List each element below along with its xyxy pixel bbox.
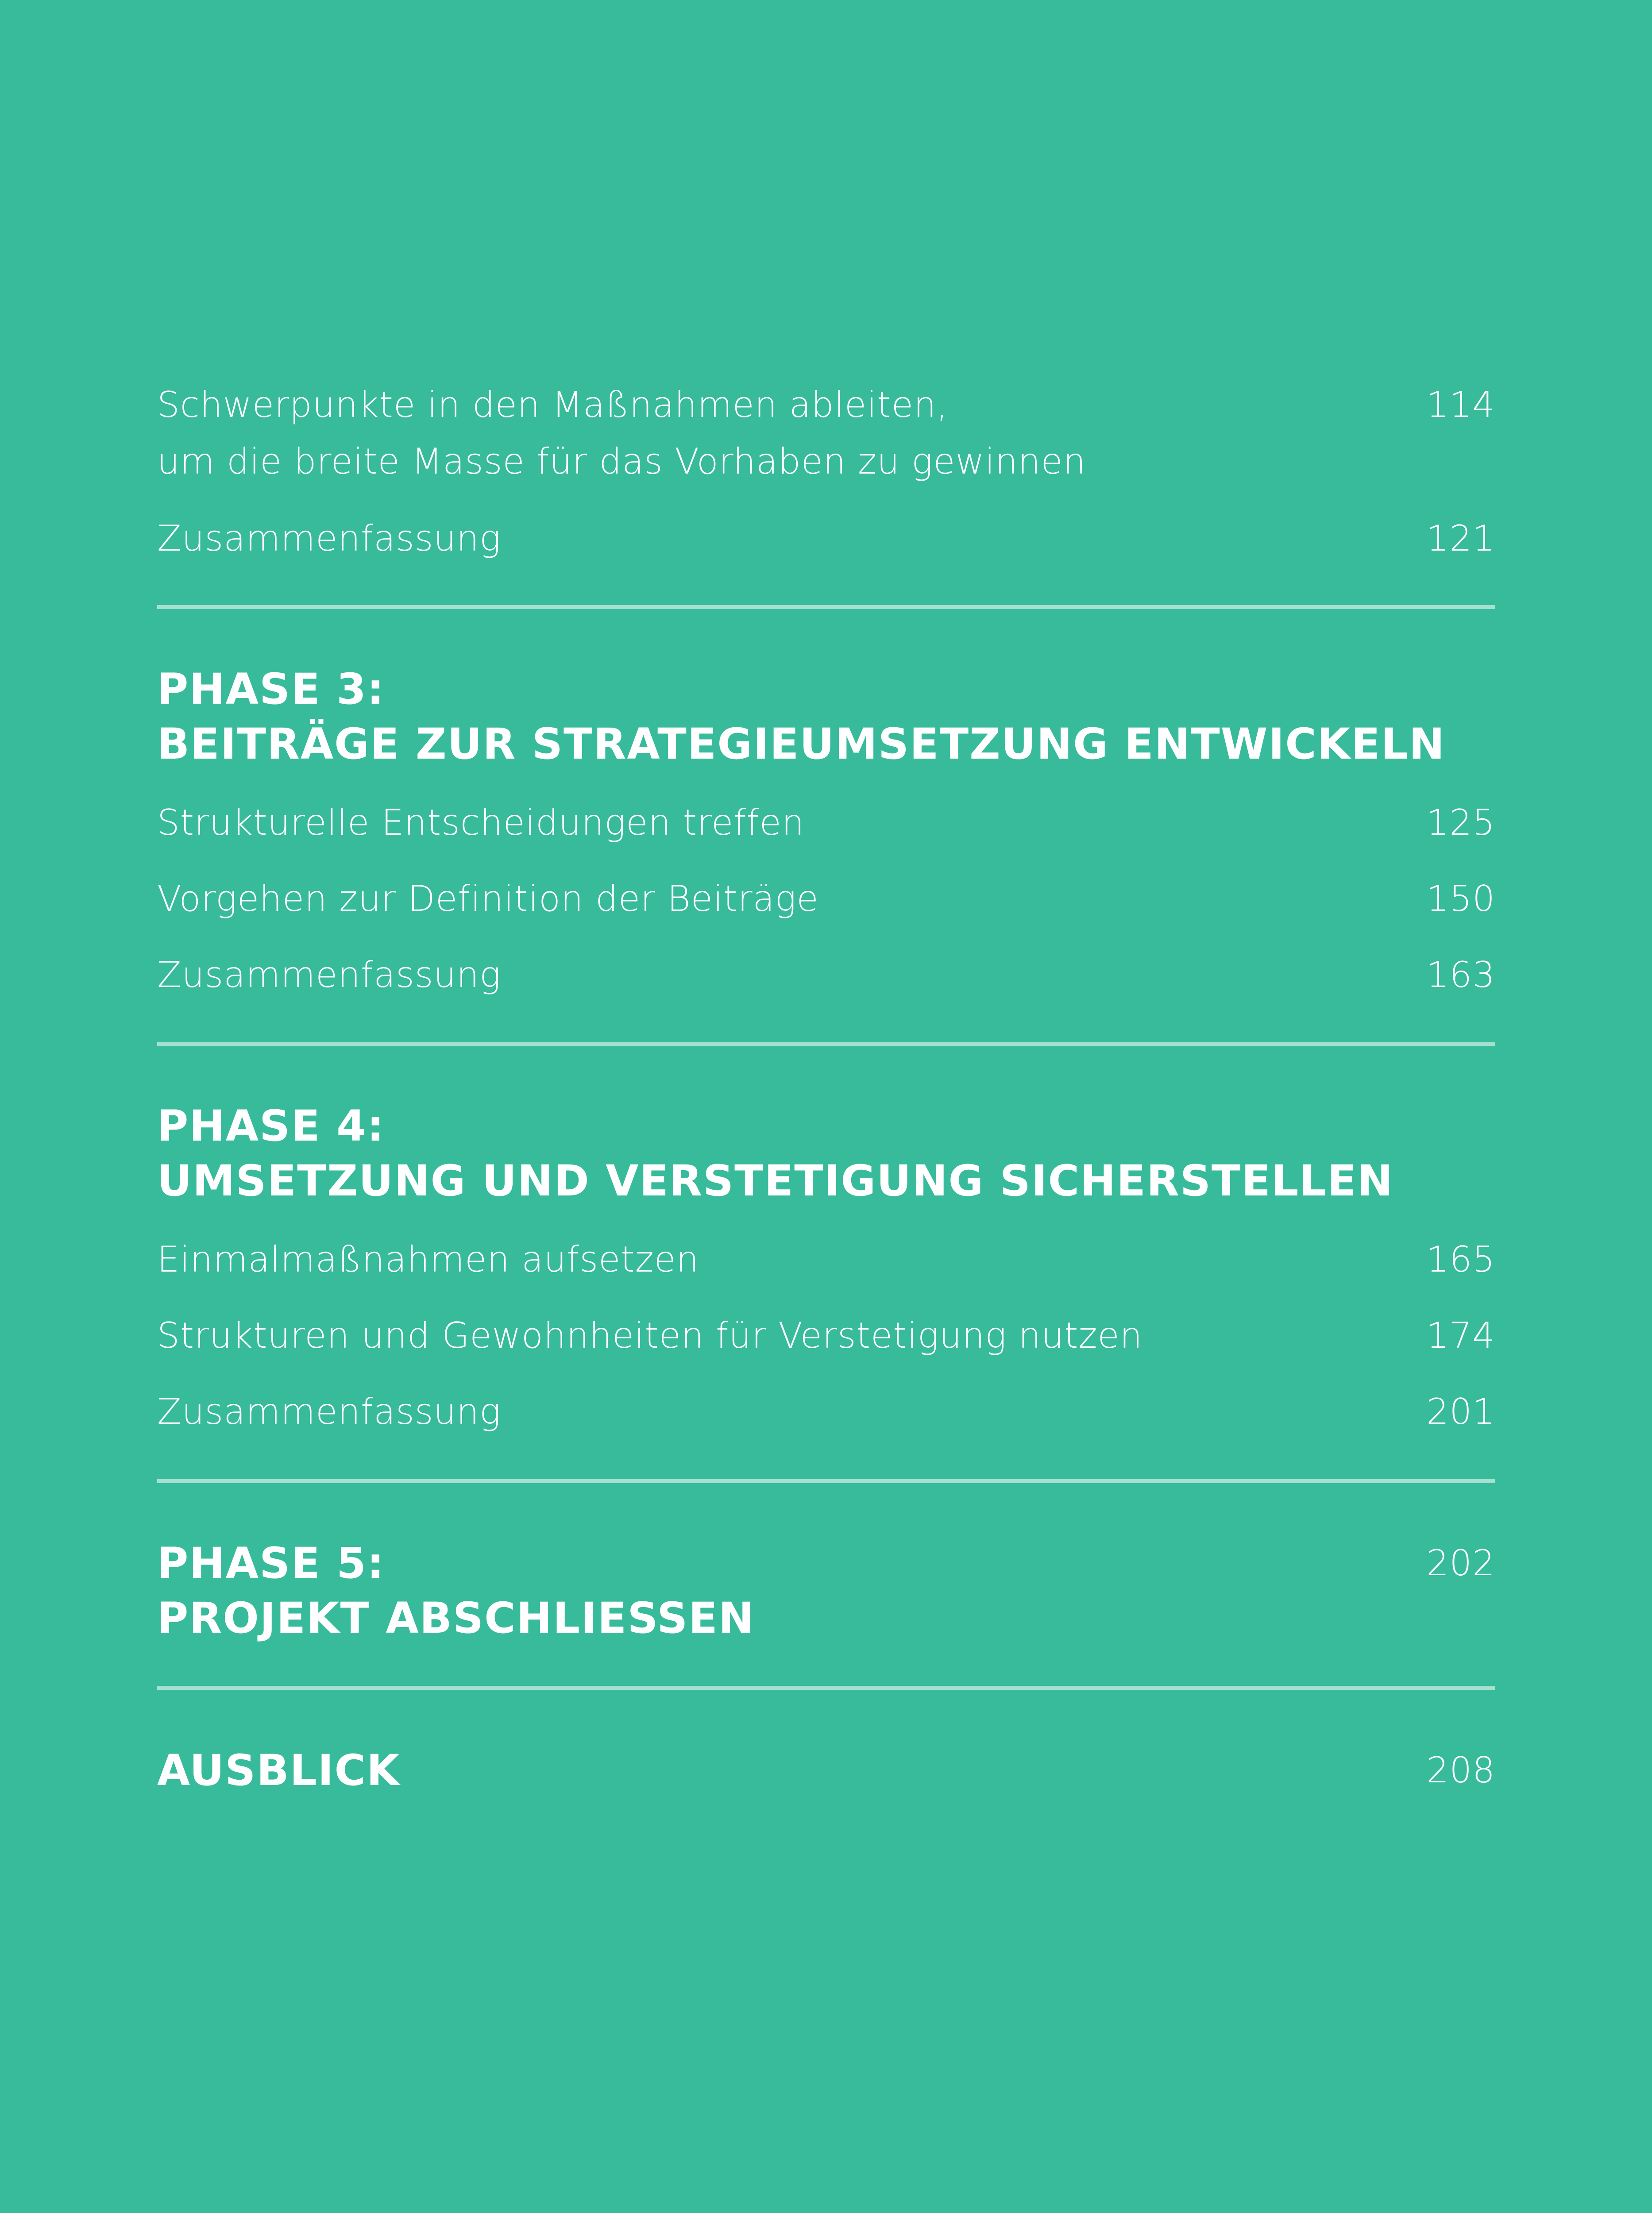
toc-entry-page: 125: [1426, 802, 1495, 843]
section-divider: [157, 605, 1495, 609]
phase-4-heading[interactable]: [157, 1099, 1495, 1208]
phase-heading-title: [157, 1536, 755, 1646]
section-divider: [157, 1042, 1495, 1046]
phase-title: BEITRÄGE ZUR STRATEGIEUMSETZUNG ENTWICKELN: [157, 719, 1446, 769]
phase-label: PHASE 3:: [157, 664, 385, 714]
toc-entry[interactable]: [157, 794, 1495, 851]
phase-heading-title: [157, 1099, 1393, 1208]
toc-entry-page: 201: [1426, 1391, 1495, 1432]
toc-entry-title: Einmalmaßnahmen aufsetzen: [157, 1239, 699, 1280]
phase-3-heading[interactable]: [157, 662, 1495, 771]
phase-heading-title: [157, 662, 1445, 771]
section-divider: [157, 1686, 1495, 1690]
toc-entry[interactable]: [157, 1384, 1495, 1440]
phase-title: UMSETZUNG UND VERSTETIGUNG SICHERSTELLEN: [157, 1156, 1394, 1206]
toc-entry[interactable]: [157, 871, 1495, 927]
phase-label: PHASE 5:: [157, 1538, 385, 1588]
phase-5-heading[interactable]: [157, 1536, 1495, 1646]
toc-entry-page: 165: [1426, 1239, 1495, 1280]
toc-entry-title: Strukturelle Entscheidungen treffen: [157, 802, 805, 843]
toc-entry-page: 208: [1426, 1750, 1495, 1791]
toc-entry-title: Vorgehen zur Definition der Beiträge: [157, 878, 819, 919]
ausblick-title: [157, 1743, 400, 1798]
toc-entry[interactable]: [157, 510, 1495, 567]
toc-entry-title: Zusammenfassung: [157, 518, 501, 559]
toc-entry-page: 121: [1426, 518, 1495, 559]
toc-entry[interactable]: [157, 1307, 1495, 1364]
toc-entry[interactable]: [157, 947, 1495, 1003]
section-divider: [157, 1479, 1495, 1483]
toc-entry-title: Zusammenfassung: [157, 1391, 501, 1432]
toc-entry-page: 202: [1426, 1542, 1495, 1584]
toc-entry-page: 174: [1426, 1315, 1495, 1356]
toc-entry[interactable]: [157, 1231, 1495, 1288]
toc-entry-title: Schwerpunkte in den Maßnahmen ableiten, um die breite Masse für das Vorhaben zu gewinnen: [157, 384, 1086, 482]
toc-entry[interactable]: [157, 377, 1495, 490]
table-of-contents: [157, 0, 1495, 2213]
phase-title: PROJEKT ABSCHLIESSEN: [157, 1593, 755, 1643]
toc-entry-page: 163: [1426, 954, 1495, 995]
toc-entry-page: 114: [1426, 384, 1495, 425]
phase-label: PHASE 4:: [157, 1101, 385, 1151]
toc-entry-title: Zusammenfassung: [157, 954, 501, 995]
toc-entry-title: Strukturen und Gewohnheiten für Verstetigung nutzen: [157, 1315, 1143, 1356]
ausblick-label: AUSBLICK: [157, 1746, 401, 1795]
ausblick-heading[interactable]: [157, 1743, 1495, 1798]
toc-entry-page: 150: [1426, 878, 1495, 919]
